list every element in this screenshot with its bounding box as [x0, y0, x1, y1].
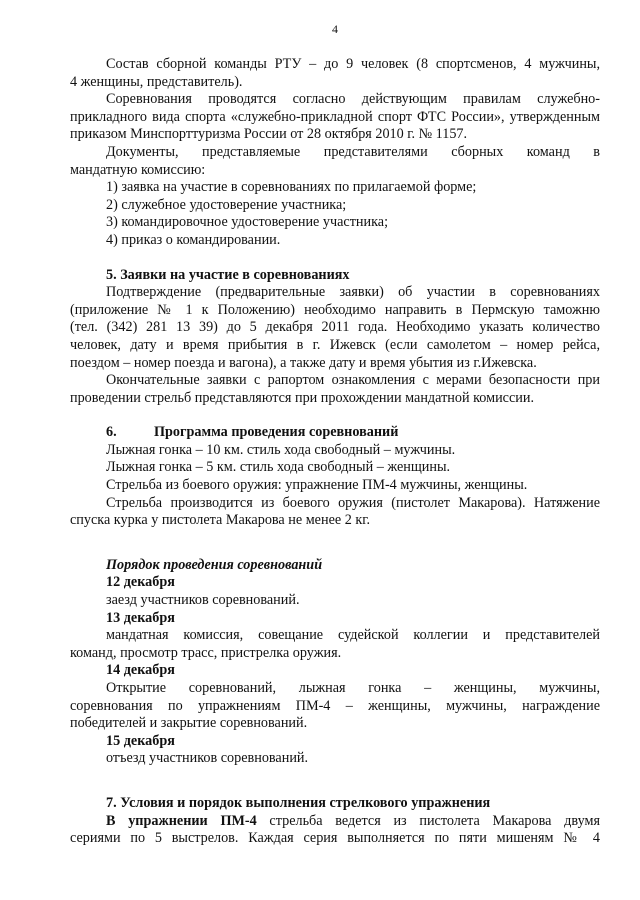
day-13-date: 13 декабря [106, 609, 175, 626]
text-line: приказом Минспорттуризма России от 28 октября 2010 г. № 1157. [70, 126, 468, 143]
text-line: Стрельба производится из боевого оружия (пистолет Макарова). Натяжение [106, 494, 600, 511]
section-5-paragraph-2 [70, 372, 600, 407]
page-number: 4 [332, 22, 338, 36]
text-line: победителей и закрытие соревнований. [70, 715, 308, 732]
text-line: 4 женщины, представитель). [70, 73, 243, 90]
text-line: мандатную комиссию: [70, 161, 206, 178]
spacer [70, 768, 600, 795]
spacer [70, 250, 600, 267]
section-6-title: Программа проведения соревнований [154, 424, 399, 441]
day-15-date: 15 декабря [106, 732, 175, 749]
text-line: прикладного вида спорта «служебно-прикладной спорт ФТС России», утвержденным [70, 108, 600, 125]
day-12-text: заезд участников соревнований. [106, 592, 300, 609]
section-7-paragraph [70, 813, 600, 848]
text-line: поездом – номер поезда и вагона), а также дату и время убытия из г.Ижевска. [70, 354, 537, 371]
day-15-text: отъезд участников соревнований. [106, 750, 309, 767]
list-item: 2) служебное удостоверение участника; [106, 196, 347, 213]
text-line: проведении стрельб представляются при прохождении мандатной комиссии. [70, 389, 535, 406]
day-14-date: 14 декабря [106, 662, 175, 679]
text-line: Подтверждение (предварительные заявки) об участии в соревнованиях [106, 284, 600, 301]
text-line: спуска курка у пистолета Макарова не менее 2 кг. [70, 512, 371, 529]
day-14-paragraph [70, 680, 600, 733]
section-6-number: 6. [106, 424, 117, 441]
section-5-paragraph-1 [70, 284, 600, 372]
team-composition-paragraph [70, 56, 600, 91]
program-line: Стрельба из боевого оружия: упражнение ПМ-4 мужчины, женщины. [106, 477, 528, 494]
text-line: Соревнования проводятся согласно действующим правилам служебно- [106, 91, 600, 108]
document-page [70, 22, 600, 848]
text-line: сериями по 5 выстрелов. Каждая серия выполняется по пяти мишеням № 4 [70, 830, 600, 847]
bold-lead: В упражнении ПМ-4 [106, 812, 257, 829]
spacer [70, 407, 600, 424]
text-line: (приложение № 1 к Положению) необходимо направить в Пермскую таможню [70, 301, 600, 318]
text-run: стрельба ведется из пистолета Макарова двумя [256, 812, 600, 829]
day-12-date: 12 декабря [106, 574, 175, 591]
documents-intro-paragraph [70, 144, 600, 179]
text-line: мандатная комиссия, совещание судейской коллегии и представителей [106, 627, 600, 644]
text-line: соревнования по упражнениям ПМ-4 – женщины, мужчины, награждение [70, 697, 600, 714]
text-line: команд, просмотр трасс, пристрелка оружия. [70, 644, 342, 661]
section-6-heading [106, 424, 600, 442]
day-13-paragraph [70, 627, 600, 662]
spacer [70, 530, 600, 557]
section-7-heading: 7. Условия и порядок выполнения стрелкового упражнения [106, 794, 491, 811]
text-line: Окончательные заявки с рапортом ознакомления с мерами безопасности при [106, 372, 600, 389]
shooting-paragraph [70, 495, 600, 530]
rules-paragraph [70, 91, 600, 144]
text-line [70, 813, 600, 831]
documents-list [70, 179, 600, 249]
list-item: 1) заявка на участие в соревнованиях по прилагаемой форме; [106, 179, 477, 196]
program-line: Лыжная гонка – 5 км. стиль хода свободный – женщины. [106, 459, 451, 476]
program-line: Лыжная гонка – 10 км. стиль хода свободный – мужчины. [106, 441, 456, 458]
text-line: человек, дату и время прибытия в г. Ижевск (если самолетом – номер рейса, [70, 336, 600, 353]
list-item: 4) приказ о командировании. [106, 231, 281, 248]
text-line: (тел. (342) 281 13 39) до 5 декабря 2011 года. Необходимо указать количество [70, 319, 600, 336]
text-line: Документы, представляемые представителями сборных команд в [106, 143, 600, 160]
section-5-heading: 5. Заявки на участие в соревнованиях [106, 266, 350, 283]
order-heading: Порядок проведения соревнований [106, 556, 323, 573]
text-line: Состав сборной команды РТУ – до 9 человек (8 спортсменов, 4 мужчины, [106, 56, 600, 72]
text-line: Открытие соревнований, лыжная гонка – женщины, мужчины, [106, 680, 600, 696]
list-item: 3) командировочное удостоверение участника; [106, 214, 389, 231]
